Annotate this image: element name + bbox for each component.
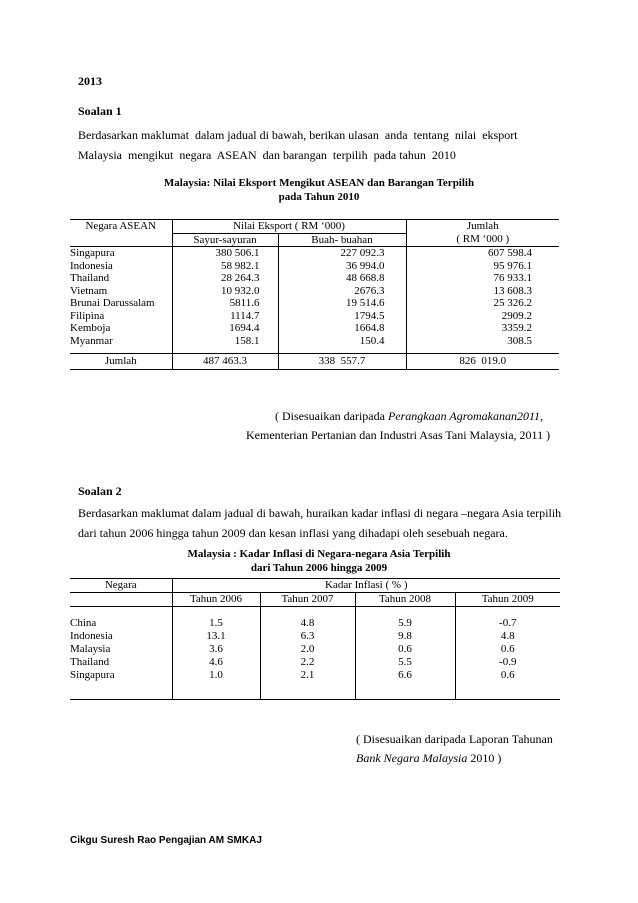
total-value: 76 933.1 <box>493 272 532 284</box>
q2-year-2009: Tahun 2009 <box>481 593 534 605</box>
q1-header-value: Nilai Eksport ( RM ‘000) <box>172 220 406 234</box>
rate-2009: -0.7 <box>499 617 517 629</box>
rate-2008: 5.5 <box>355 656 455 669</box>
q2-inflation-table <box>70 578 560 700</box>
q1-source-line1: ( Disesuaikan daripada Perangkaan Agromakanan2011, <box>275 409 544 423</box>
total-value: 3359.2 <box>501 322 532 334</box>
rate-2009: 0.6 <box>500 643 515 655</box>
rate-2006: 1.5 <box>172 617 260 630</box>
veg-value: 380 506.1 <box>172 247 278 260</box>
fruit-value: 48 668.8 <box>278 272 406 285</box>
page-footer: Cikgu Suresh Rao Pengajian AM SMKAJ <box>70 835 262 846</box>
rate-2007: 4.8 <box>260 617 355 630</box>
sum-total: 826 019.0 <box>459 355 507 368</box>
rate-2009: 0.6 <box>500 669 515 681</box>
veg-value: 28 264.3 <box>172 272 278 285</box>
rate-2008: 0.6 <box>355 643 455 656</box>
country-name: Kemboja <box>70 322 172 335</box>
q1-source-title: Perangkaan Agromakanan2011 <box>387 409 541 423</box>
rate-2009: -0.9 <box>499 656 517 668</box>
q2-year-2007: Tahun 2007 <box>260 593 355 607</box>
country-name: China <box>70 617 172 630</box>
q2-source-title: Bank Negara Malaysia <box>356 751 468 765</box>
q1-heading: Soalan 1 <box>78 104 122 118</box>
q2-instruction-line2: dari tahun 2006 hingga tahun 2009 dan kesan inflasi yang dihadapi oleh sesebuah negara. <box>78 526 508 540</box>
country-name: Singapura <box>70 247 172 260</box>
table-row <box>70 260 559 273</box>
q2-heading: Soalan 2 <box>78 484 122 498</box>
fruit-value: 2676.3 <box>278 285 406 298</box>
fruit-value: 1664.8 <box>278 322 406 335</box>
country-name: Malaysia <box>70 643 172 656</box>
fruit-value: 19 514.6 <box>278 297 406 310</box>
total-value: 95 976.1 <box>493 259 532 272</box>
q2-source-line1: ( Disesuaikan daripada Laporan Tahunan <box>356 732 553 746</box>
q1-source-line2: Kementerian Pertanian dan Industri Asas Tani Malaysia, 2011 ) <box>246 428 551 442</box>
q2-year-2006: Tahun 2006 <box>172 593 260 607</box>
rate-2006: 1.0 <box>172 669 260 682</box>
q1-header-country: Negara ASEAN <box>70 220 172 234</box>
q2-table-title-line2: dari Tahun 2006 hingga 2009 <box>250 562 388 574</box>
q2-source-line2: Bank Negara Malaysia 2010 ) <box>356 751 502 765</box>
veg-value: 158.1 <box>172 335 278 348</box>
country-name: Indonesia <box>70 630 172 643</box>
sum-veg: 487 463.3 <box>172 354 278 370</box>
q2-header-country: Negara <box>70 579 172 593</box>
country-name: Brunai Darussalam <box>70 297 172 310</box>
table-row <box>70 310 559 323</box>
q2-table-title-line1: Malaysia : Kadar Inflasi di Negara-negara Asia Terpilih <box>187 548 451 560</box>
q1-table-title-line1: Malaysia: Nilai Eksport Mengikut ASEAN dan Barangan Terpilih <box>163 177 475 189</box>
q1-instruction-line2: Malaysia mengikut negara ASEAN dan barangan terpilih pada tahun 2010 <box>78 148 456 162</box>
rate-2007: 2.2 <box>260 656 355 669</box>
country-name: Filipina <box>70 310 172 323</box>
total-value: 25 326.2 <box>493 297 532 309</box>
q1-instruction-line1: Berdasarkan maklumat dalam jadual di bawah, berikan ulasan anda tentang nilai eksport <box>78 128 518 142</box>
total-value: 308.5 <box>507 334 532 347</box>
table-row <box>70 297 559 310</box>
table-row <box>70 669 560 682</box>
q1-sum-row <box>70 354 559 370</box>
rate-2006: 13.1 <box>172 630 260 643</box>
total-value: 607 598.4 <box>488 247 532 259</box>
year-heading: 2013 <box>78 74 102 88</box>
table-row <box>70 272 559 285</box>
rate-2008: 5.9 <box>355 617 455 630</box>
q1-header-total: Jumlah <box>466 220 499 233</box>
rate-2007: 2.0 <box>260 643 355 656</box>
fruit-value: 36 994.0 <box>278 260 406 273</box>
q1-table-title-line2: pada Tahun 2010 <box>278 191 360 203</box>
table-row <box>70 643 560 656</box>
veg-value: 10 932.0 <box>172 285 278 298</box>
rate-2006: 3.6 <box>172 643 260 656</box>
rate-2007: 6.3 <box>260 630 355 643</box>
table-row <box>70 322 559 335</box>
country-name: Singapura <box>70 669 172 682</box>
sum-label: Jumlah <box>70 354 172 370</box>
country-name: Myanmar <box>70 335 172 348</box>
q1-subheader-veg: Sayur-sayuran <box>172 233 278 247</box>
table-row <box>70 335 559 348</box>
table-row <box>70 630 560 643</box>
table-row <box>70 617 560 630</box>
fruit-value: 1794.5 <box>278 310 406 323</box>
total-value: 2909.2 <box>501 309 532 322</box>
table-row <box>70 656 560 669</box>
q1-subheader-fruit: Buah- buahan <box>278 233 406 247</box>
q2-header-rate: Kadar Inflasi ( % ) <box>325 579 408 591</box>
country-name: Vietnam <box>70 285 172 298</box>
total-value: 13 608.3 <box>493 284 532 297</box>
veg-value: 58 982.1 <box>172 260 278 273</box>
q2-year-2008: Tahun 2008 <box>355 593 455 607</box>
rate-2008: 6.6 <box>355 669 455 682</box>
table-row <box>70 285 559 298</box>
sum-fruit: 338 557.7 <box>278 354 406 370</box>
country-name: Thailand <box>70 656 172 669</box>
country-name: Indonesia <box>70 260 172 273</box>
rate-2009: 4.8 <box>500 630 515 642</box>
q1-subheader-total: ( RM ‘000 ) <box>456 233 510 246</box>
q2-instruction-line1: Berdasarkan maklumat dalam jadual di bawah, huraikan kadar inflasi di negara –negara Asia terpilih <box>78 506 562 520</box>
veg-value: 5811.6 <box>172 297 278 310</box>
country-name: Thailand <box>70 272 172 285</box>
rate-2008: 9.8 <box>355 630 455 643</box>
veg-value: 1694.4 <box>172 322 278 335</box>
table-row <box>70 247 559 260</box>
fruit-value: 150.4 <box>278 335 406 348</box>
rate-2007: 2.1 <box>260 669 355 682</box>
fruit-value: 227 092.3 <box>278 247 406 260</box>
veg-value: 1114.7 <box>172 310 278 323</box>
q1-export-table <box>70 219 559 370</box>
rate-2006: 4.6 <box>172 656 260 669</box>
